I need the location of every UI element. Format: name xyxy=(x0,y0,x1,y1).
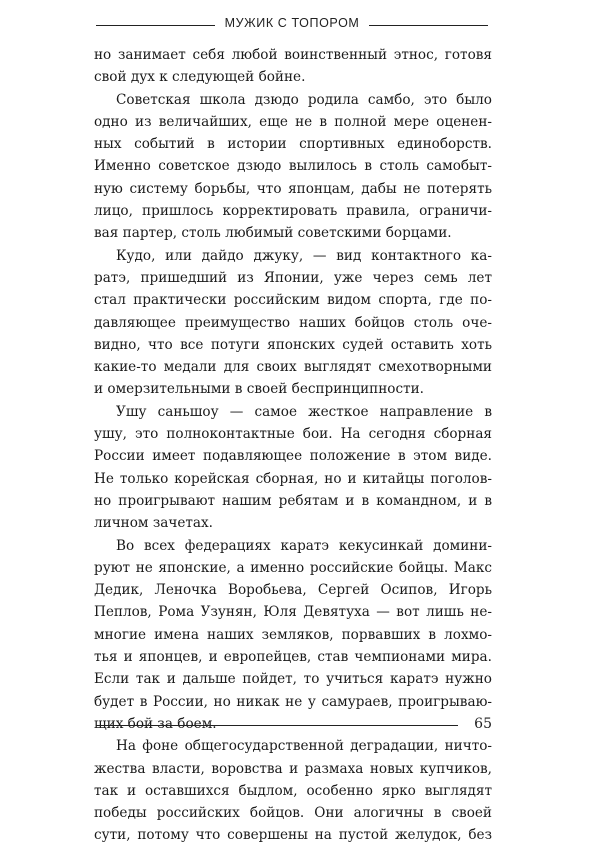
page-footer xyxy=(96,712,492,736)
text-line: свой дух к следующей бойне. xyxy=(94,69,306,86)
text-line: и омерзительными в своей беспринципности. xyxy=(94,381,424,398)
text-line: вая партер, столь любимый советскими борцами. xyxy=(94,225,452,242)
text-line: но занимает себя любой воинственный этнос, готовя xyxy=(94,47,492,63)
text-line: давляющее преимущество наших бойцов столь оче- xyxy=(94,314,492,331)
text-line: но проигрывают нашим ребятам и в командном, и в xyxy=(94,492,492,509)
text-line: На фоне общегосударственной деградации, ничто- xyxy=(116,738,492,755)
paragraph xyxy=(94,89,492,245)
page-number: 65 xyxy=(474,716,492,732)
text-line: щих бой за боем. xyxy=(94,715,217,732)
text-line: ную систему борьбы, что японцам, дабы не потерять xyxy=(94,180,492,197)
text-line: так и оставшихся быдлом, особенно ярко выглядят xyxy=(94,782,492,799)
text-line: одно из величайших, еще не в полной мере оценен- xyxy=(94,113,492,130)
running-header-title: МУЖИК С ТОПОРОМ xyxy=(224,16,360,30)
paragraph xyxy=(94,245,492,401)
text-line: ных событий в истории спортивных единоборств. xyxy=(94,136,492,153)
text-line: Советская школа дзюдо родила самбо, это было xyxy=(116,91,492,108)
running-header xyxy=(96,10,488,36)
text-line: стал практически российским видом спорта, где по- xyxy=(94,292,492,309)
text-line: будет в России, но никак не у самураев, проигрываю- xyxy=(94,693,492,710)
text-line: тья и японцев, и европейцев, став чемпионами мира. xyxy=(94,649,492,666)
text-line: личном зачетах. xyxy=(94,515,213,532)
text-line: какие-то медали для своих выглядят смехотворными xyxy=(94,359,492,376)
text-line: руют не японские, а именно российские бойцы. Макс xyxy=(94,559,492,576)
text-line: Именно советское дзюдо вылилось в столь самобыт- xyxy=(94,158,492,175)
footer-rule xyxy=(96,725,458,726)
text-line: Если так и дальше пойдет, то учиться каратэ нужно xyxy=(94,671,492,688)
text-line: ушу, это полноконтактные бои. На сегодня сборная xyxy=(94,426,492,443)
text-line: видно, что все потуги японских судей оставить хоть xyxy=(94,336,492,353)
text-line: Кудо, или дайдо джуку, — вид контактного ка- xyxy=(116,247,492,264)
paragraph xyxy=(94,735,492,846)
text-line: сути, потому что совершены на пустой желудок, без xyxy=(94,827,492,844)
text-line: Ушу саньшоу — самое жесткое направление в xyxy=(116,403,492,420)
text-line: жества власти, воровства и размаха новых купчиков, xyxy=(94,760,492,777)
text-line: России имеет подавляющее положение в этом виде. xyxy=(94,448,492,465)
header-rule-left xyxy=(96,25,215,26)
paragraph xyxy=(94,44,492,89)
header-rule-right xyxy=(369,25,488,26)
text-line: победы российских бойцов. Они алогичны в своей xyxy=(94,805,492,822)
text-line: лицо, пришлось корректировать правила, ограничи- xyxy=(94,203,492,220)
paragraph xyxy=(94,535,492,736)
text-line: Не только корейская сборная, но и китайцы поголов- xyxy=(94,470,492,487)
text-line: Во всех федерациях каратэ кекусинкай домини- xyxy=(116,537,492,554)
text-line: многие имена наших земляков, порвавших в лохмо- xyxy=(94,626,492,643)
paragraph xyxy=(94,401,492,535)
text-line: Пеплов, Рома Узунян, Юля Девятуха — вот лишь не- xyxy=(94,604,492,621)
text-line: ратэ, пришедший из Японии, уже через семь лет xyxy=(94,269,492,286)
text-line: Дедик, Леночка Воробьева, Сергей Осипов, Игорь xyxy=(94,582,492,599)
